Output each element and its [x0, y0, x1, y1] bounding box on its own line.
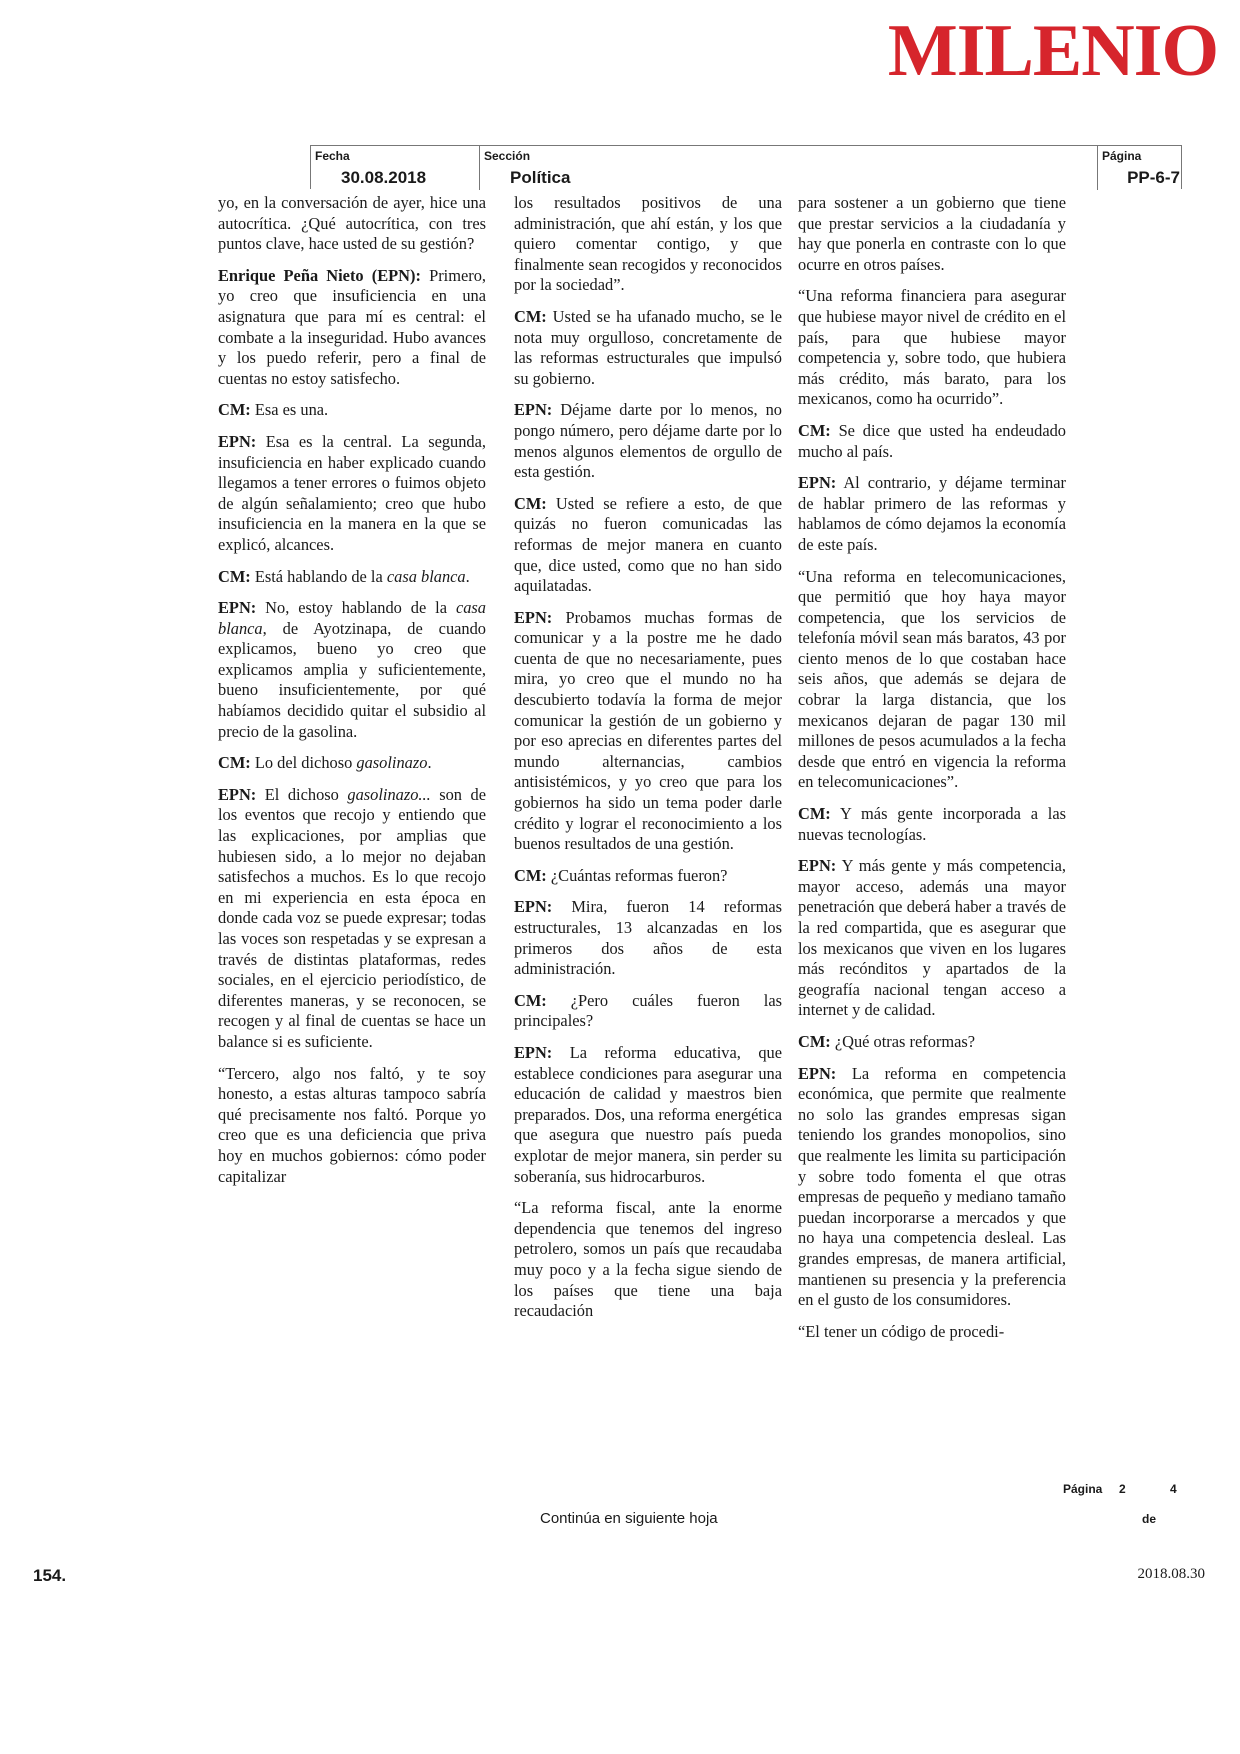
paragraph [514, 307, 782, 389]
paragraph-text: Y más gente y más competencia, mayor acceso, además una mayor penetración que deberá haber a través de la red compartida, que es asegurar que los mexicanos que viven en los lugares más recónditos y apartados de la geografía nacional tengan acceso a internet y de calidad. [798, 856, 1066, 1020]
paragraph-text: El dichoso [256, 784, 348, 804]
paragraph-text: los resultados positivos de una administración, que ahí están, y los que quiero comentar contigo, y que finalmente sean recogidos y reconocidos por la sociedad”. [514, 193, 782, 295]
paragraph [218, 432, 486, 556]
paragraph-text: Y más gente incorporada a las nuevas tecnologías. [798, 804, 1066, 844]
fecha-value: 30.08.2018 [341, 168, 427, 187]
paragraph-text: “Una reforma financiera para asegurar que hubiese mayor nivel de crédito en el país, para que hubiese mayor competencia y, sobre todo, que hubiera más crédito, más barato, para los mexicanos, como ha ocurrido”. [798, 286, 1066, 409]
speaker-label: EPN: [218, 784, 257, 804]
paragraph-text: No, estoy hablando de la [256, 598, 456, 618]
paragraph-text: Lo del dichoso [250, 753, 357, 773]
speaker-label: EPN: [218, 598, 257, 618]
speaker-label: CM: [218, 566, 251, 586]
paragraph-text: “Una reforma en telecomunicaciones, que permitió que hoy haya mayor competencia, que los servicios de telefonía móvil sean más baratos, 43 por ciento menos de lo que costaban hace seis años, que además se dejara de cobrar la larga distancia, que los mexicanos dejaran de pagar 130 mil millones de pesos acumulados a la fecha desde que entró en vigencia la reforma en telecomunicaciones”. [798, 566, 1066, 792]
page-counter-total: 4 [1170, 1482, 1177, 1496]
speaker-label: CM: [514, 493, 547, 513]
paragraph [218, 785, 486, 1053]
paragraph [218, 567, 486, 588]
article-column-3 [798, 193, 1066, 1491]
paragraph-text: Está hablando de la [250, 566, 387, 586]
paragraph [218, 266, 486, 390]
italic-term: gasolinazo... [347, 784, 431, 804]
speaker-label: CM: [798, 1031, 831, 1051]
speaker-label: CM: [798, 420, 831, 440]
article-column-2 [514, 193, 782, 1491]
italic-term: gasolinazo [356, 753, 428, 773]
paragraph [218, 753, 486, 774]
speaker-label: EPN: [798, 856, 837, 876]
paragraph [798, 1032, 1066, 1053]
speaker-label: CM: [514, 990, 547, 1010]
paragraph [218, 193, 486, 255]
fecha-label: Fecha [315, 149, 350, 163]
paragraph [514, 897, 782, 979]
speaker-label: EPN: [798, 473, 837, 493]
paragraph [514, 193, 782, 296]
document-number: 154. [33, 1566, 67, 1585]
paragraph [218, 400, 486, 421]
paragraph [514, 1043, 782, 1187]
speaker-label: CM: [218, 753, 251, 773]
speaker-label: CM: [218, 400, 251, 420]
page-counter-de: de [1142, 1512, 1157, 1526]
paragraph-text: Mira, fueron 14 reformas estructurales, 13 alcanzadas en los primeros dos años de esta administración. [514, 897, 782, 979]
paragraph [798, 193, 1066, 275]
paragraph [798, 804, 1066, 845]
paragraph-text: Esa es una. [250, 400, 329, 420]
paragraph-text: Usted se refiere a esto, de que quizás no fueron comunicadas las reformas de mejor manera en cuanto que, dice usted, como que no han sido aquilatadas. [514, 493, 782, 596]
paragraph-text: , de Ayotzinapa, de cuando explicamos, bueno yo creo que explicamos amplia y suficientemente, bueno insuficientemente, por qué habíamos decidido quitar el subsidio al precio de la gasolina. [218, 618, 486, 741]
paragraph-text: Al contrario, y déjame terminar de hablar primero de las reformas y hablamos de cómo dejamos la economía de este país. [798, 473, 1066, 554]
paragraph-text: La reforma en competencia económica, que permite que realmente no solo las grandes empresas sigan teniendo los grandes monopolios, sino que realmente les limita su participación y sobre todo fomenta el que otras empresas de pequeño y mediano tamaño puedan incorporarse a mercados y que no haya una competencia desleal. Las grandes empresas, de manera artificial, mantienen su presencia y la preferencia en el gusto de los consumidores. [798, 1063, 1066, 1310]
paragraph-text: Se dice que usted ha endeudado mucho al país. [798, 420, 1066, 461]
paragraph [514, 866, 782, 887]
paragraph-text: ¿Pero cuáles fueron las principales? [514, 990, 782, 1031]
pagina-value: PP-6-7 [1127, 168, 1180, 187]
italic-term: casa blanca [386, 566, 466, 586]
paragraph [514, 1198, 782, 1322]
paragraph [514, 400, 782, 482]
seccion-label: Sección [484, 149, 531, 163]
paragraph-text: La reforma educativa, que establece condiciones para asegurar una educación de calidad y maestros bien preparados. Dos, una reforma energética que asegura que nuestro país pueda explotar de mejor manera, sin perder su soberanía, sus hidrocarburos. [514, 1042, 782, 1186]
paragraph [514, 608, 782, 855]
pagina-label: Página [1102, 149, 1142, 163]
paragraph-text: . [465, 566, 470, 586]
paragraph [514, 494, 782, 597]
speaker-label: EPN: [798, 1063, 837, 1083]
paragraph [218, 1064, 486, 1188]
paragraph-text: . [427, 753, 432, 773]
paragraph-text: Usted se ha ufanado mucho, se le nota muy orgulloso, concretamente de las reformas estructurales que impulsó su gobierno. [514, 306, 782, 388]
paragraph [218, 598, 486, 742]
italic-term: casa blanca [218, 598, 486, 638]
seccion-cell [480, 146, 1098, 190]
page-counter-label: Página [1063, 1482, 1103, 1496]
paragraph-text: “La reforma fiscal, ante la enorme dependencia que tenemos del ingreso petrolero, somos un país que recaudaba muy poco y a la fecha sigue siendo de los países que tiene una baja recaudación [514, 1198, 782, 1321]
speaker-label: EPN: [514, 1042, 553, 1062]
speaker-label: Enrique Peña Nieto (EPN): [218, 265, 421, 285]
paragraph-text: “Tercero, algo nos faltó, y te soy honesto, a estas alturas tampoco sabría qué precisamente nos faltó. Porque yo creo que es una deficiencia que priva hoy en muchos gobiernos: cómo poder capitalizar [218, 1063, 486, 1186]
paragraph-text: Primero, yo creo que insuficiencia en una asignatura que para mí es central: el combate a la inseguridad. Hubo avances y los puedo referir, pero a final de cuentas no estoy satisfecho. [218, 265, 486, 388]
continua-note: Continúa en siguiente hoja [540, 1510, 718, 1527]
article-body [218, 193, 1138, 1491]
paragraph-text: son de los eventos que recojo y entiendo que las explicaciones, por amplias que hubiesen sido, a lo mejor no dejaban satisfechos a muchos. Es lo que recojo en mi experiencia en esta época en donde cada voz se puede expresar; todas las voces son respetadas y se expresan a través de distintas plataformas, redes sociales, en el ejercicio periodístico, de diferentes maneras, y se reconocen, se recogen y al final de cuentas se hace un balance si es suficiente. [218, 784, 486, 1051]
paragraph-text: Probamos muchas formas de comunicar y a la postre me he dado cuenta de que no necesariamente, pues mira, yo creo que el mundo no ha descubierto todavía la forma de mejor comunicar la gestión de un gobierno y por eso aprecias en diferentes partes del mundo alternancias, cambios antisistémicos, y yo creo que para los gobiernos ha sido un tema poder darle crédito y lograr el reconocimiento a los buenos resultados de una gestión. [514, 607, 782, 854]
fecha-cell [311, 146, 480, 190]
speaker-label: CM: [514, 865, 547, 885]
paragraph-text: Déjame darte por lo menos, no pongo número, pero déjame darte por lo menos algunos elementos de orgullo de esta gestión. [514, 400, 782, 482]
paragraph [798, 856, 1066, 1021]
paragraph [798, 421, 1066, 462]
header-table [310, 145, 1182, 189]
paragraph-text: “El tener un código de procedi- [798, 1321, 1005, 1341]
paragraph-text: ¿Cuántas reformas fueron? [546, 865, 728, 885]
speaker-label: EPN: [514, 607, 553, 627]
speaker-label: CM: [798, 804, 831, 824]
seccion-value: Política [510, 168, 571, 187]
article-column-1 [218, 193, 486, 1491]
paragraph [798, 1322, 1066, 1343]
paragraph-text: Esa es la central. La segunda, insuficiencia en haber explicado cuando llegamos a tener errores o fuimos objeto de algún señalamiento; creo que hubo insuficiencia en la manera en la que se explicó, alcances. [218, 431, 486, 554]
speaker-label: CM: [514, 306, 547, 326]
paragraph-text: yo, en la conversación de ayer, hice una autocrítica. ¿Qué autocrítica, con tres puntos clave, hace usted de su gestión? [218, 193, 486, 254]
paragraph [798, 1064, 1066, 1311]
paragraph [798, 473, 1066, 555]
speaker-label: EPN: [514, 897, 553, 917]
paragraph [798, 567, 1066, 794]
footer-date: 2018.08.30 [1137, 1566, 1205, 1582]
speaker-label: EPN: [514, 400, 553, 420]
page-counter-number: 2 [1119, 1482, 1126, 1496]
pagina-cell [1098, 146, 1182, 190]
paragraph-text: ¿Qué otras reformas? [830, 1031, 976, 1051]
speaker-label: EPN: [218, 431, 257, 451]
paragraph [798, 286, 1066, 410]
milenio-logo: MILENIO [887, 10, 1218, 92]
paragraph-text: para sostener a un gobierno que tiene que prestar servicios a la ciudadanía y hay que ponerla en contraste con lo que ocurre en otros países. [798, 193, 1066, 274]
paragraph [514, 991, 782, 1032]
